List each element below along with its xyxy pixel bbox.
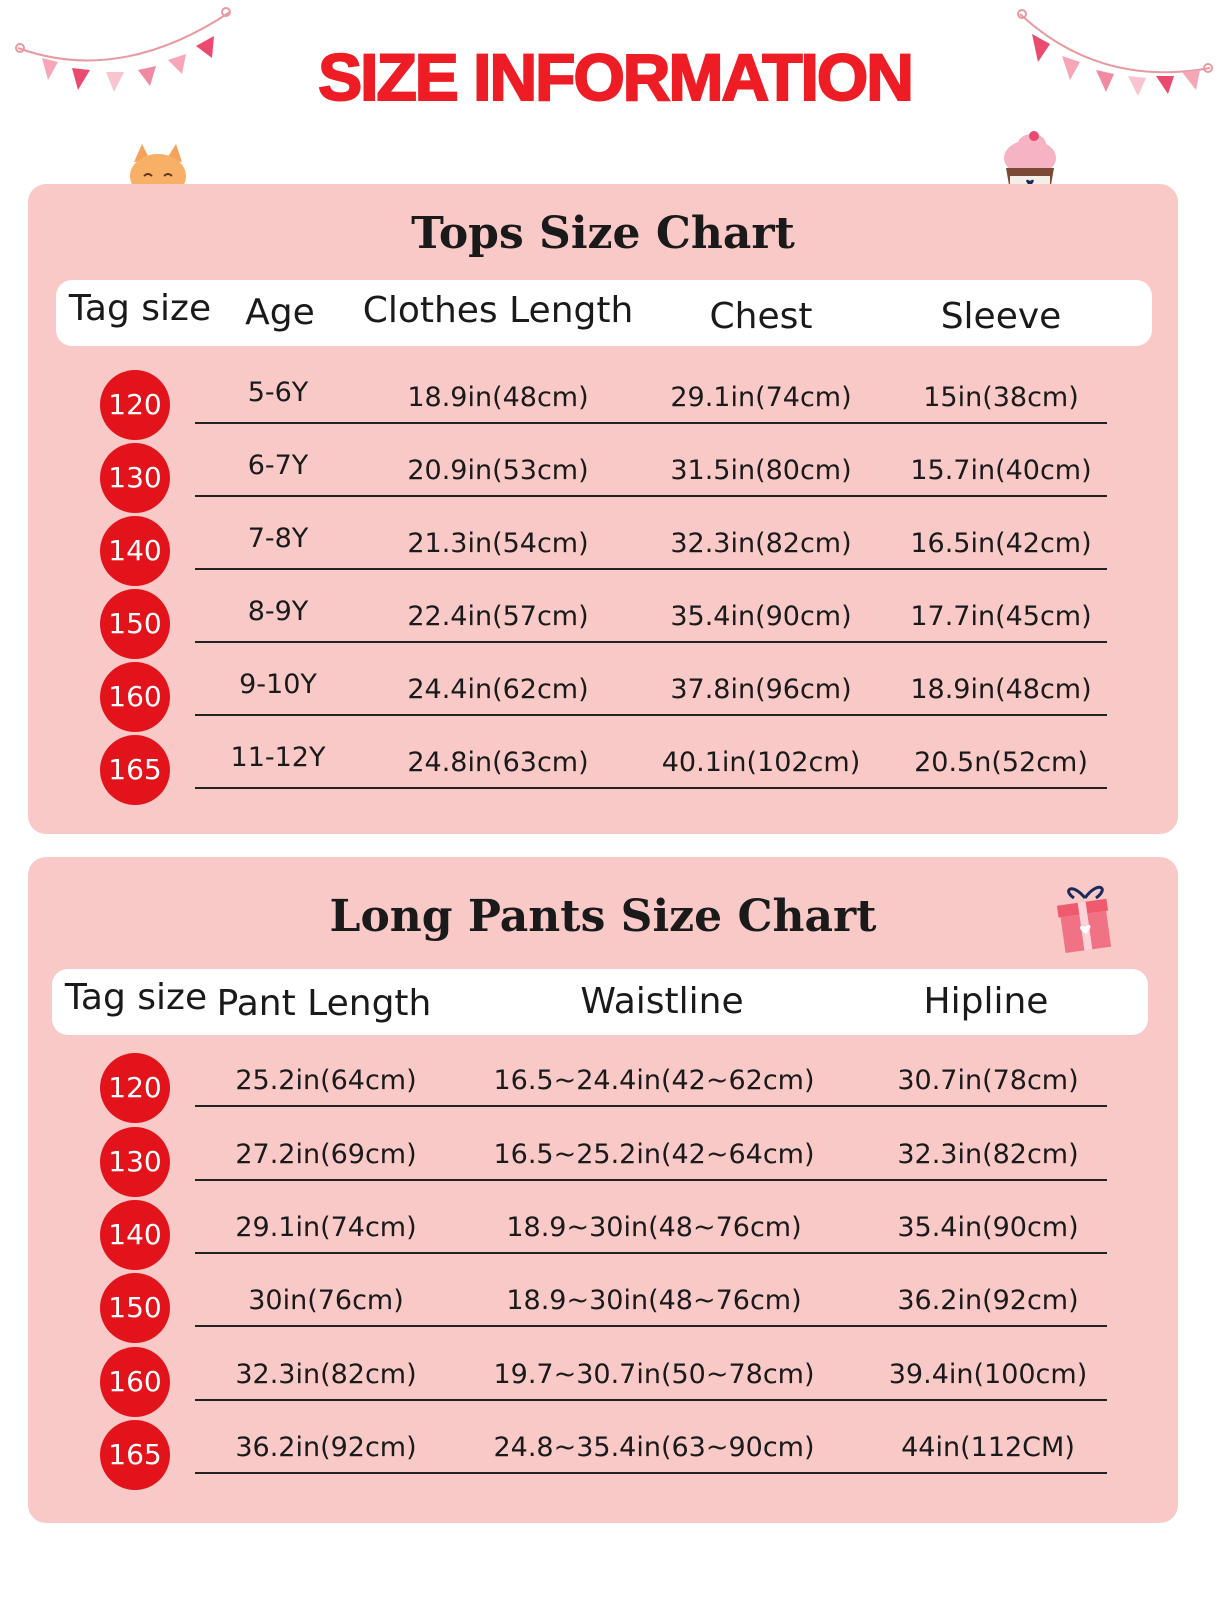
pants-header-pant-length: Pant Length: [216, 983, 432, 1024]
row-divider: [195, 1105, 1107, 1107]
clothes-length-cell: 18.9in(48cm): [407, 382, 589, 413]
hipline-cell: 32.3in(82cm): [897, 1139, 1079, 1170]
sleeve-cell: 18.9in(48cm): [910, 674, 1092, 705]
pants-header-bar: [52, 969, 1148, 1035]
pants-size-panel: [28, 857, 1178, 1523]
tag-size-badge: 130: [100, 443, 170, 513]
age-cell: 8-9Y: [247, 596, 309, 627]
chest-cell: 29.1in(74cm): [670, 382, 852, 413]
sleeve-cell: 20.5n(52cm): [914, 747, 1088, 778]
pant-length-cell: 29.1in(74cm): [235, 1212, 417, 1243]
row-divider: [195, 422, 1107, 424]
tops-row: [28, 589, 1178, 659]
tag-size-badge: 165: [100, 735, 170, 805]
clothes-length-cell: 24.4in(62cm): [407, 674, 589, 705]
age-cell: 7-8Y: [247, 523, 309, 554]
pants-header-hipline: Hipline: [923, 981, 1049, 1022]
hipline-cell: 44in(112CM): [901, 1432, 1075, 1463]
chest-cell: 32.3in(82cm): [670, 528, 852, 559]
pants-header-tag-size: Tag size: [64, 977, 208, 1018]
tag-size-badge: 140: [100, 516, 170, 586]
pant-length-cell: 36.2in(92cm): [235, 1432, 417, 1463]
tag-size-badge: 120: [100, 370, 170, 440]
tag-size-badge: 150: [100, 1273, 170, 1343]
tops-header-age: Age: [245, 292, 315, 333]
row-divider: [195, 714, 1107, 716]
tops-header-clothes-length: Clothes Length: [362, 290, 634, 331]
tag-size-badge: 120: [100, 1053, 170, 1123]
hipline-cell: 39.4in(100cm): [888, 1359, 1088, 1390]
tag-size-badge: 150: [100, 589, 170, 659]
tops-header-chest: Chest: [709, 296, 813, 337]
sleeve-cell: 17.7in(45cm): [910, 601, 1092, 632]
tops-row: [28, 735, 1178, 805]
age-cell: 5-6Y: [247, 377, 309, 408]
pants-row: [28, 1200, 1178, 1270]
waistline-cell: 16.5~24.4in(42~62cm): [493, 1065, 815, 1096]
hipline-cell: 35.4in(90cm): [897, 1212, 1079, 1243]
sleeve-cell: 15in(38cm): [923, 382, 1079, 413]
sleeve-cell: 15.7in(40cm): [910, 455, 1092, 486]
waistline-cell: 18.9~30in(48~76cm): [506, 1285, 802, 1316]
pants-row: [28, 1127, 1178, 1197]
row-divider: [195, 641, 1107, 643]
page-title: SIZE INFORMATION: [318, 40, 912, 114]
clothes-length-cell: 20.9in(53cm): [407, 455, 589, 486]
tag-size-badge: 140: [100, 1200, 170, 1270]
waistline-cell: 18.9~30in(48~76cm): [506, 1212, 802, 1243]
pant-length-cell: 27.2in(69cm): [235, 1139, 417, 1170]
row-divider: [195, 568, 1107, 570]
pants-row: [28, 1420, 1178, 1490]
row-divider: [195, 1472, 1107, 1474]
age-cell: 9-10Y: [239, 669, 317, 700]
sleeve-cell: 16.5in(42cm): [910, 528, 1092, 559]
tops-header-bar: [56, 280, 1152, 346]
pant-length-cell: 30in(76cm): [248, 1285, 404, 1316]
clothes-length-cell: 22.4in(57cm): [407, 601, 589, 632]
tag-size-badge: 130: [100, 1127, 170, 1197]
chest-cell: 37.8in(96cm): [670, 674, 852, 705]
tops-size-panel: [28, 184, 1178, 834]
row-divider: [195, 495, 1107, 497]
tops-row: [28, 370, 1178, 440]
pants-chart-title: Long Pants Size Chart: [329, 891, 877, 942]
pant-length-cell: 25.2in(64cm): [235, 1065, 417, 1096]
tops-header-tag-size: Tag size: [68, 288, 212, 329]
tag-size-badge: 165: [100, 1420, 170, 1490]
waistline-cell: 16.5~25.2in(42~64cm): [493, 1139, 815, 1170]
pants-header-waistline: Waistline: [580, 981, 744, 1022]
pant-length-cell: 32.3in(82cm): [235, 1359, 417, 1390]
pants-row: [28, 1273, 1178, 1343]
clothes-length-cell: 24.8in(63cm): [407, 747, 589, 778]
chest-cell: 40.1in(102cm): [661, 747, 861, 778]
pants-row: [28, 1053, 1178, 1123]
waistline-cell: 24.8~35.4in(63~90cm): [493, 1432, 815, 1463]
tops-row: [28, 516, 1178, 586]
pants-row: [28, 1347, 1178, 1417]
tag-size-badge: 160: [100, 1347, 170, 1417]
gift-box-icon: [1052, 876, 1118, 956]
tops-row: [28, 443, 1178, 513]
age-cell: 6-7Y: [247, 450, 309, 481]
tops-header-sleeve: Sleeve: [940, 296, 1062, 337]
row-divider: [195, 1325, 1107, 1327]
row-divider: [195, 1179, 1107, 1181]
tops-row: [28, 662, 1178, 732]
hipline-cell: 36.2in(92cm): [897, 1285, 1079, 1316]
row-divider: [195, 1399, 1107, 1401]
row-divider: [195, 1252, 1107, 1254]
chest-cell: 31.5in(80cm): [670, 455, 852, 486]
hipline-cell: 30.7in(78cm): [897, 1065, 1079, 1096]
tag-size-badge: 160: [100, 662, 170, 732]
waistline-cell: 19.7~30.7in(50~78cm): [493, 1359, 815, 1390]
row-divider: [195, 787, 1107, 789]
tops-chart-title: Tops Size Chart: [411, 208, 795, 259]
age-cell: 11-12Y: [230, 742, 326, 773]
chest-cell: 35.4in(90cm): [670, 601, 852, 632]
clothes-length-cell: 21.3in(54cm): [407, 528, 589, 559]
